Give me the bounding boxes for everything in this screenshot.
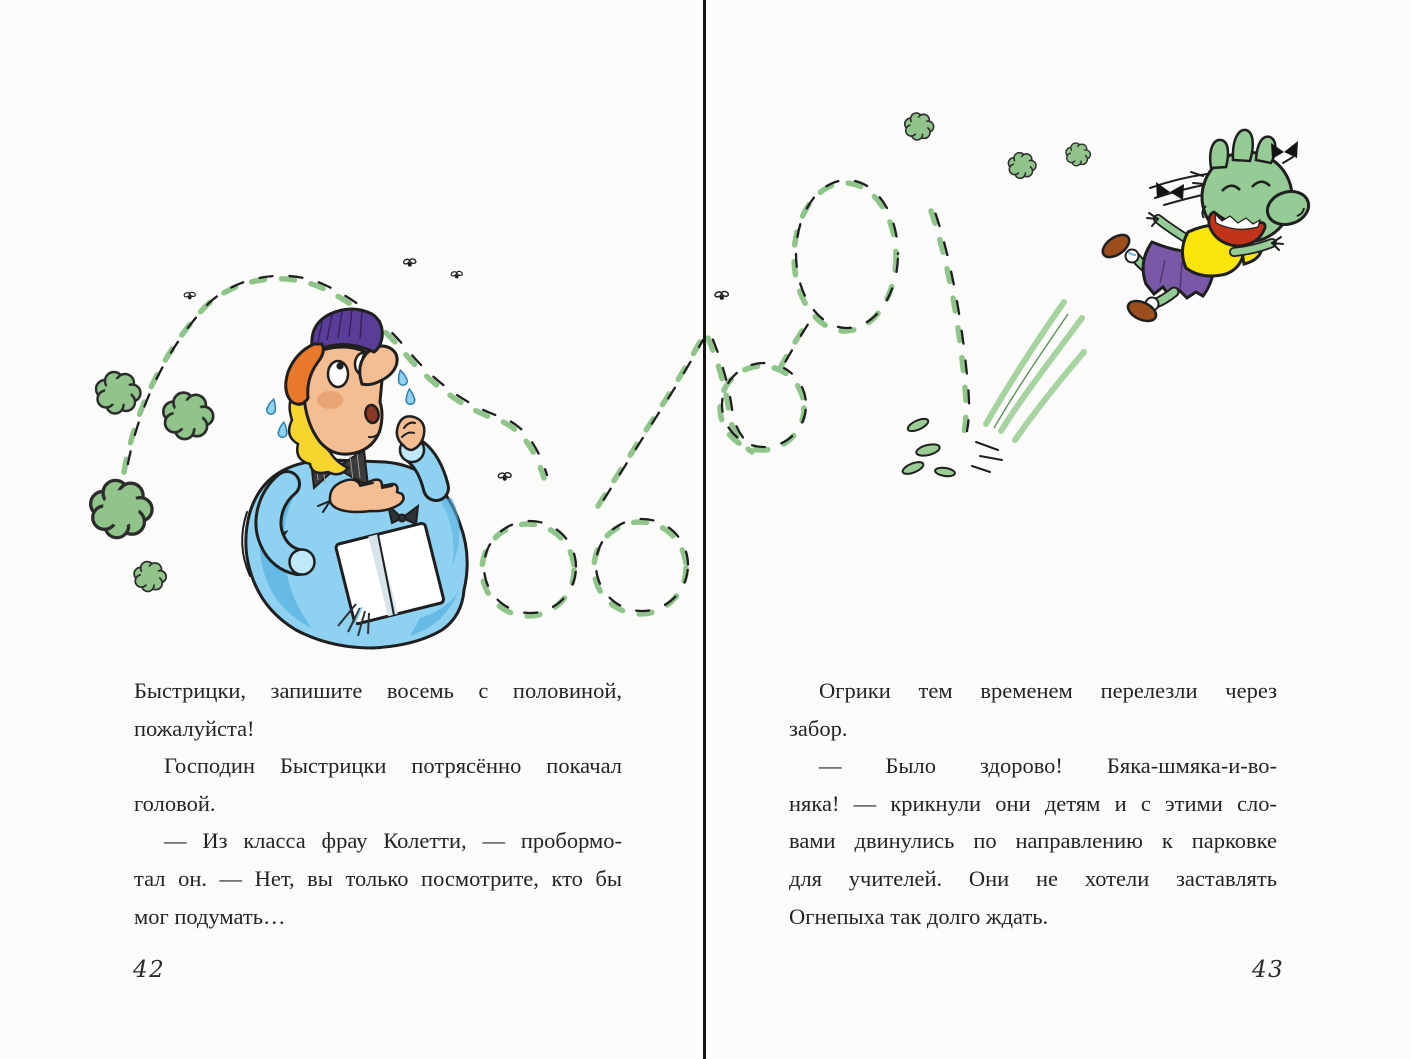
- text-line: забор.: [789, 715, 848, 741]
- page-gutter-divider: [703, 0, 706, 1059]
- page-number-left: 42: [133, 957, 166, 983]
- text-line: Огрики тем временем перелезли через: [819, 678, 1277, 703]
- text-line: — Из класса фрау Колетти, — пробормо-: [164, 828, 622, 854]
- speed-lines: [986, 302, 1084, 440]
- text-line: тал он. — Нет, вы только посмотрите, кто бы: [134, 865, 622, 891]
- text-line: Господин Быстрицки потрясённо покачал: [164, 753, 622, 779]
- man-figure: [242, 309, 467, 648]
- text-line: головой.: [134, 790, 216, 816]
- text-line: вами двинулись по направлению к парковке: [789, 828, 1277, 854]
- text-line: Огнепыха так долго ждать.: [789, 903, 1049, 929]
- ogre-figure: [1099, 130, 1313, 325]
- right-page-text: [789, 672, 1277, 935]
- bushes: [91, 372, 214, 591]
- page-number-right: 43: [1252, 957, 1285, 983]
- text-line: для учителей. Они не хотели заставлять: [789, 865, 1277, 891]
- text-line: пожалуйста!: [134, 715, 255, 741]
- fly-icon: [714, 291, 729, 300]
- text-line: няка! — крикнули они детям и с этими сло-: [789, 790, 1277, 816]
- text-line: мог подумать…: [134, 903, 286, 929]
- puffs: [905, 113, 1091, 178]
- left-page-text: [134, 672, 622, 935]
- text-line: Быстрицки, запишите восемь с половиной,: [134, 678, 622, 703]
- text-line: — Было здорово! Бяка-шмяка-и-во-: [819, 753, 1277, 779]
- bounce-trail-right: [708, 180, 969, 452]
